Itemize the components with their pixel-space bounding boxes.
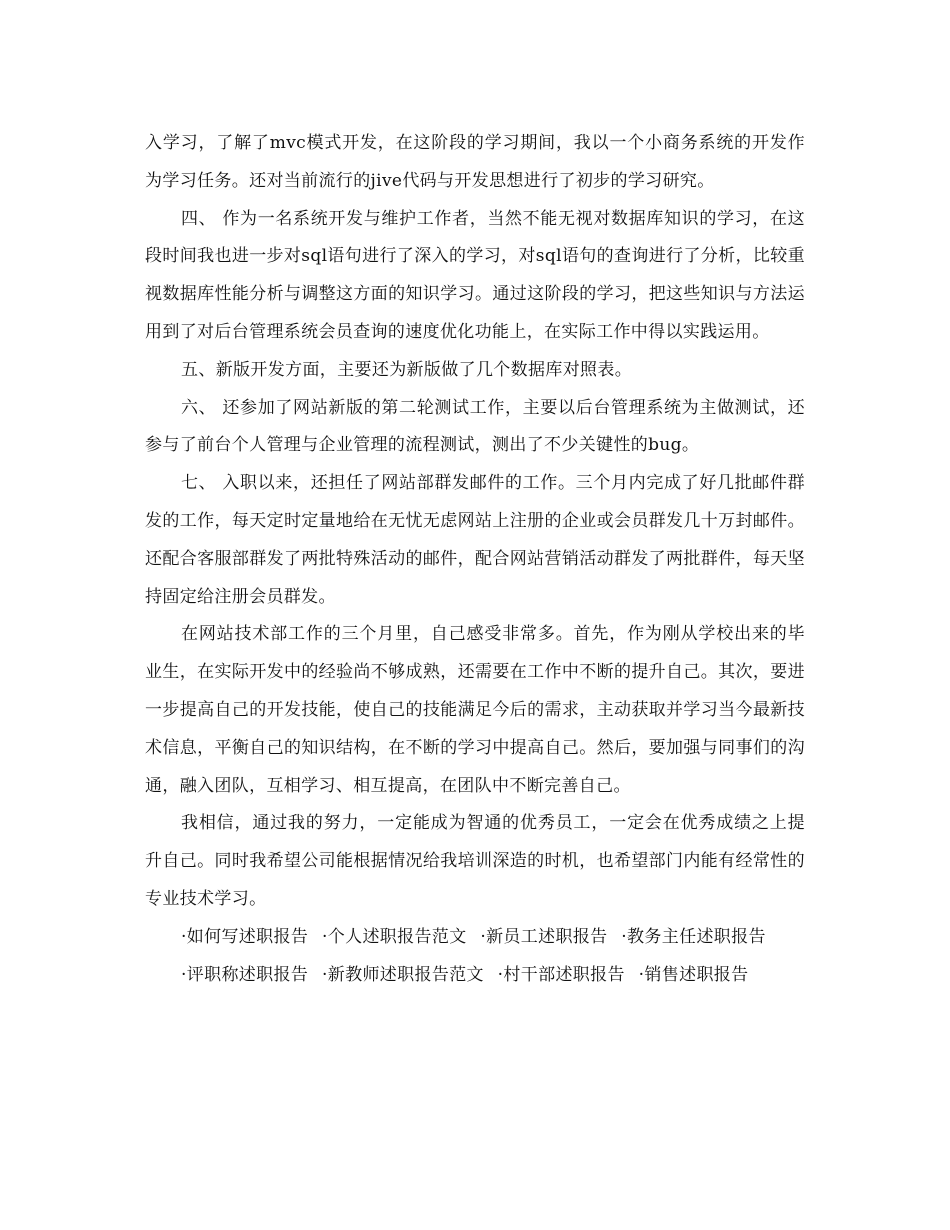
paragraph-item-6: 六、 还参加了网站新版的第二轮测试工作，主要以后台管理系统为主做测试，还参与了前台个人管理与企业管理的流程测试，测出了不少关键性的bug。 [145,397,805,456]
related-link[interactable]: ·村干部述职报告 [497,964,625,985]
related-link[interactable]: ·如何写述职报告 [181,926,309,947]
related-link[interactable]: ·教务主任述职报告 [621,926,766,947]
paragraph-item-5: 五、新版开发方面，主要还为新版做了几个数据库对照表。 [181,359,633,380]
related-link[interactable]: ·评职称述职报告 [181,964,309,985]
paragraph-item-4: 四、 作为一名系统开发与维护工作者，当然不能无视对数据库知识的学习，在这段时间我也进一步对sql语句进行了深入的学习，对sql语句的查询进行了分析，比较重视数据库性能分析与调整这方面的知识学习。通过这阶段的学习，把这些知识与方法运用到了对后台管理系统会员查询的速度优化功能上，在实际工作中得以实践运用。 [145,208,805,342]
paragraph-reflection: 在网站技术部工作的三个月里，自己感受非常多。首先，作为刚从学校出来的毕业生，在实际开发中的经验尚不够成熟，还需要在工作中不断的提升自己。其次，要进一步提高自己的开发技能，使自己的技能满足今后的需求，主动获取并学习当今最新技术信息，平衡自己的知识结构，在不断的学习中提高自己。然后，要加强与同事们的沟通，融入团队，互相学习、相互提高，在团队中不断完善自己。 [145,624,805,796]
paragraph-conclusion: 我相信，通过我的努力，一定能成为智通的优秀员工，一定会在优秀成绩之上提升自己。同时我希望公司能根据情况给我培训深造的时机，也希望部门内能有经常性的专业技术学习。 [145,813,805,909]
related-link[interactable]: ·新教师述职报告范文 [321,964,484,985]
related-link[interactable]: ·销售述职报告 [638,964,749,985]
related-links-row-1 [145,919,805,957]
document-body [145,125,805,994]
paragraph-item-7: 七、 入职以来，还担任了网站部群发邮件的工作。三个月内完成了好几批邮件群发的工作，每天定时定量地给在无忧无虑网站上注册的企业或会员群发几十万封邮件。还配合客服部群发了两批特殊活动的邮件，配合网站营销活动群发了两批群件，每天坚持固定给注册会员群发。 [145,473,805,607]
related-link[interactable]: ·新员工述职报告 [480,926,608,947]
related-link[interactable]: ·个人述职报告范文 [321,926,467,947]
paragraph-continuation: 入学习，了解了mvc模式开发，在这阶段的学习期间，我以一个小商务系统的开发作为学习任务。还对当前流行的jive代码与开发思想进行了初步的学习研究。 [145,133,805,191]
related-links-row-2 [145,957,805,995]
